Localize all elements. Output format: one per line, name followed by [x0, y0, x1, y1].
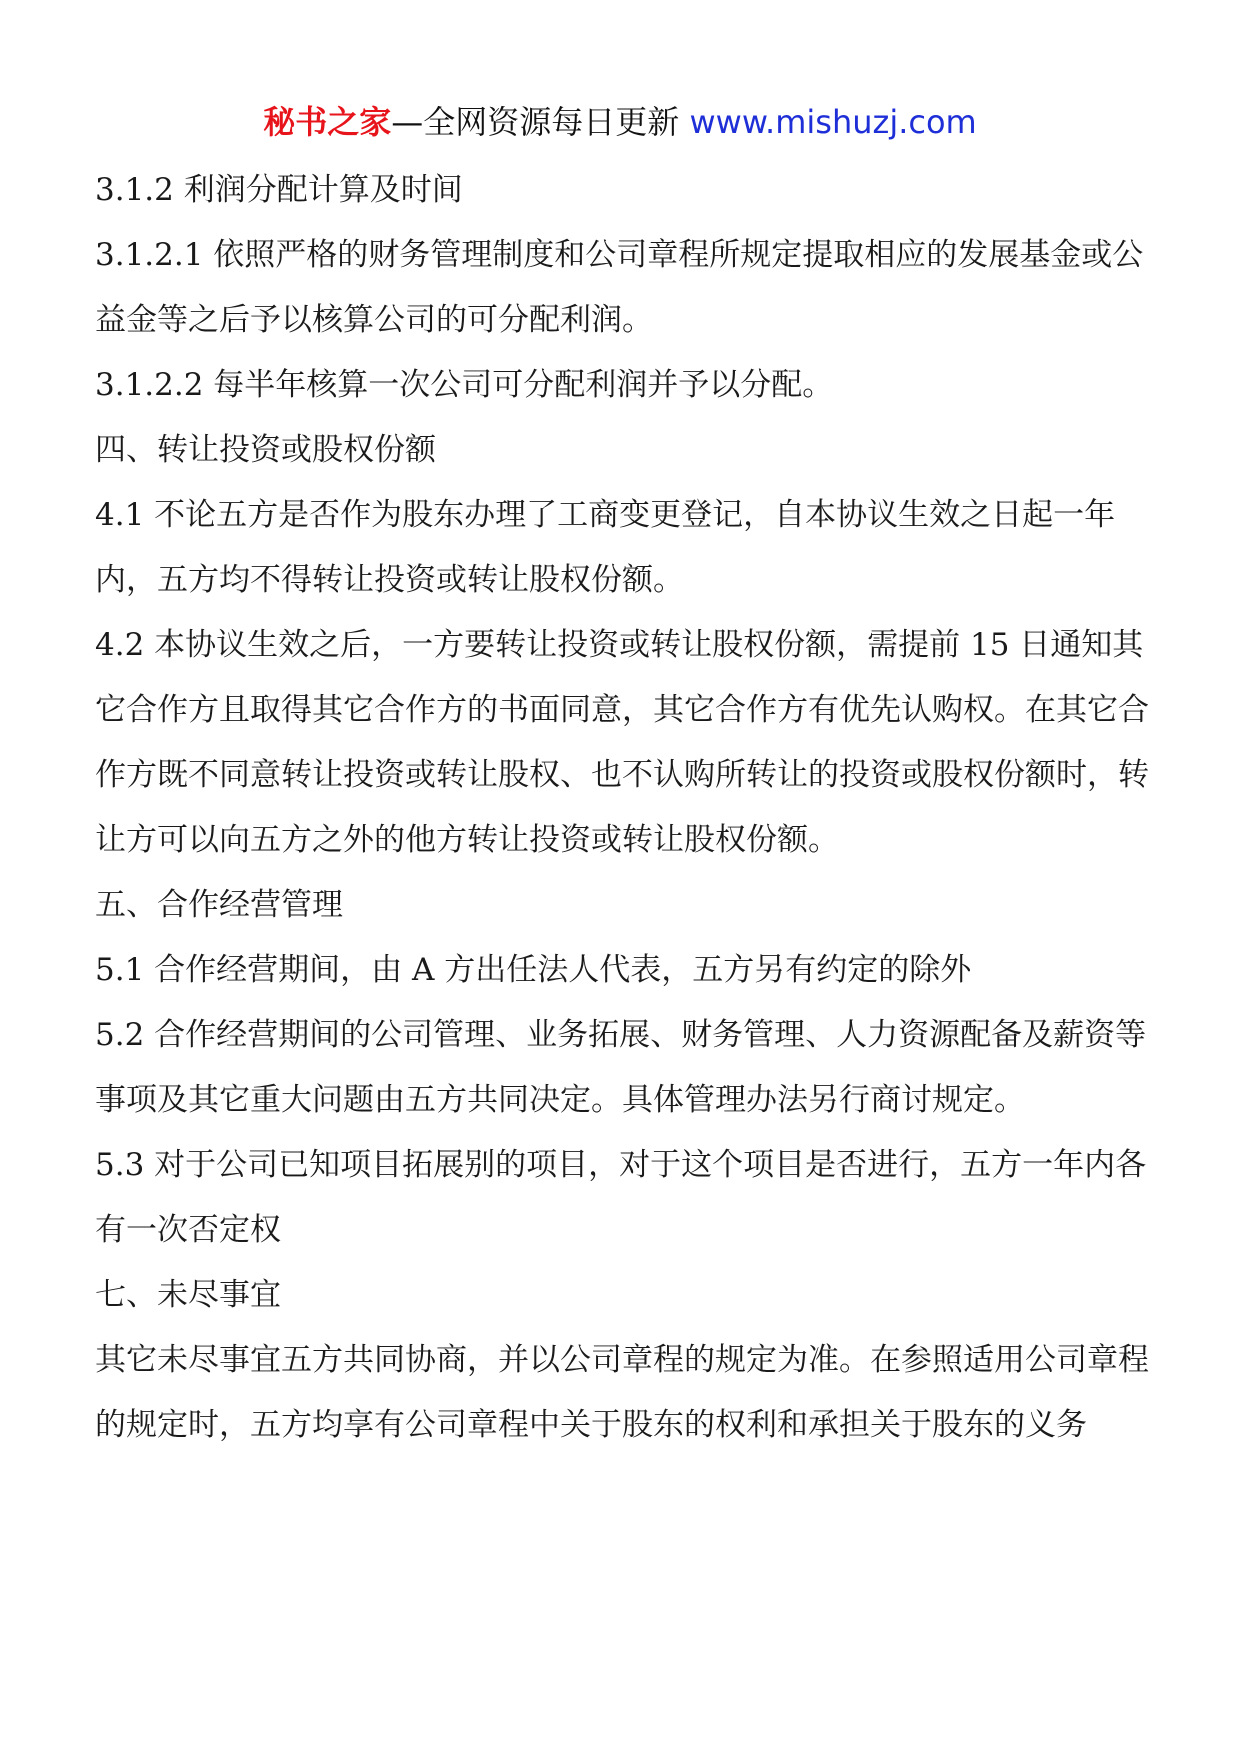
page-header [0, 100, 1240, 144]
paragraph: 3.1.2.2 每半年核算一次公司可分配利润并予以分配。 [95, 367, 834, 403]
site-url-link[interactable]: www.mishuzj.com [689, 103, 977, 141]
paragraph: 其它未尽事宜五方共同协商，并以公司章程的规定为准。在参照适用公司章程的规定时，五方均享有公司章程中关于股东的权利和承担关于股东的义务 [95, 1342, 1149, 1443]
section-heading: 七、未尽事宜 [95, 1277, 281, 1313]
brand-name: 秘书之家 [263, 103, 392, 141]
section-heading: 3.1.2 利润分配计算及时间 [95, 172, 463, 208]
paragraph: 5.3 对于公司已知项目拓展别的项目，对于这个项目是否进行，五方一年内各有一次否定权 [95, 1147, 1147, 1248]
paragraph: 3.1.2.1 依照严格的财务管理制度和公司章程所规定提取相应的发展基金或公益金等之后予以核算公司的可分配利润。 [95, 237, 1144, 338]
paragraph: 5.1 合作经营期间，由 A 方出任法人代表，五方另有约定的除外 [95, 952, 972, 988]
document-body [95, 158, 1159, 1458]
section-heading: 五、合作经营管理 [95, 887, 343, 923]
paragraph: 4.2 本协议生效之后，一方要转让投资或转让股权份额，需提前 15 日通知其它合作方且取得其它合作方的书面同意，其它合作方有优先认购权。在其它合作方既不同意转让投资或转让股权、也不认购所转让的投资或股权份额时，转让方可以向五方之外的他方转让投资或转让股权份额。 [95, 627, 1149, 858]
paragraph: 5.2 合作经营期间的公司管理、业务拓展、财务管理、人力资源配备及薪资等事项及其它重大问题由五方共同决定。具体管理办法另行商讨规定。 [95, 1017, 1147, 1118]
paragraph: 4.1 不论五方是否作为股东办理了工商变更登记，自本协议生效之日起一年内，五方均不得转让投资或转让股权份额。 [95, 497, 1116, 598]
header-slogan: —全网资源每日更新 [391, 103, 680, 141]
section-heading: 四、转让投资或股权份额 [95, 432, 436, 468]
